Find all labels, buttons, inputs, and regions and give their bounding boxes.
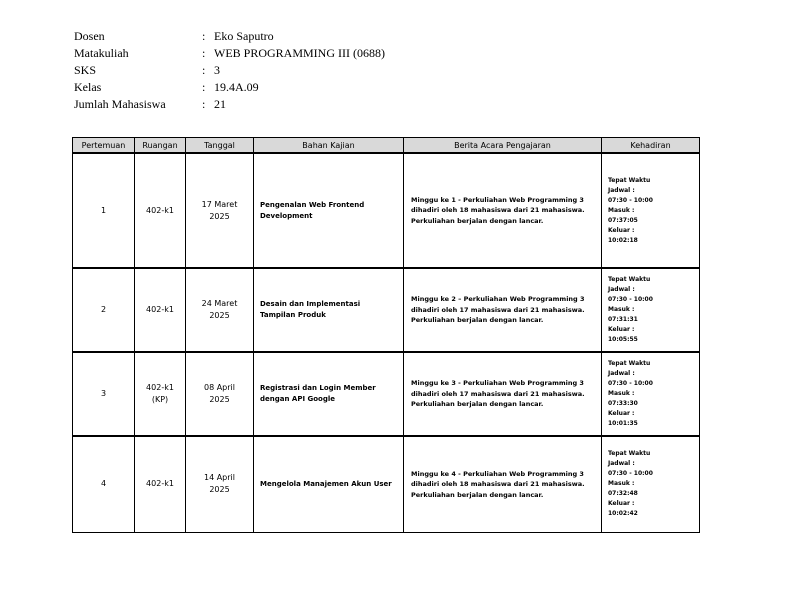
tanggal-year: 2025 <box>209 311 230 320</box>
info-row-matakuliah <box>74 45 385 62</box>
cell-tanggal <box>186 268 254 352</box>
cell-tanggal <box>186 352 254 436</box>
tanggal-date: 08 April <box>203 383 235 392</box>
info-row-jumlah-mahasiswa <box>74 96 385 113</box>
kehadiran-jadwal-label: Jadwal : <box>608 370 635 377</box>
cell-kehadiran <box>602 352 700 436</box>
table-row <box>73 352 700 436</box>
header-bahan-kajian: Bahan Kajian <box>254 138 404 154</box>
cell-bahan-kajian: Mengelola Manajemen Akun User <box>254 436 404 532</box>
cell-berita-acara: Minggu ke 2 – Perkuliahan Web Programming 3 dihadiri oleh 17 mahasiswa dari 21 mahasiswa. Perkuliahan berjalan dengan lancar. <box>404 268 602 352</box>
kehadiran-masuk-label: Masuk : <box>608 480 635 488</box>
kehadiran-keluar-value: 10:01:35 <box>608 420 638 427</box>
cell-ruangan <box>135 268 186 352</box>
cell-bahan-kajian: Registrasi dan Login Member dengan API Google <box>254 352 404 436</box>
cell-bahan-kajian: Desain dan Implementasi Tampilan Produk <box>254 268 404 352</box>
info-label: Kelas <box>74 80 102 94</box>
kehadiran-jadwal-value: 07:30 - 10:00 <box>608 296 653 303</box>
course-info <box>74 28 385 113</box>
kehadiran-jadwal-value: 07:30 - 10:00 <box>608 380 653 387</box>
cell-berita-acara: Minggu ke 3 - Perkuliahan Web Programming 3 dihadiri oleh 17 mahasiswa dari 21 mahasiswa. Perkuliahan berjalan dengan lancar. <box>404 352 602 436</box>
kehadiran-masuk-value: 07:32:48 <box>608 490 638 498</box>
kehadiran-keluar-value: 10:02:18 <box>608 236 638 244</box>
info-value: WEB PROGRAMMING III (0688) <box>214 46 385 60</box>
info-label: Dosen <box>74 29 105 43</box>
cell-kehadiran <box>602 153 700 268</box>
tanggal-date: 14 April <box>203 473 235 483</box>
ruangan-line: 402-k1 <box>146 383 174 392</box>
kehadiran-keluar-label: Keluar : <box>608 500 635 508</box>
cell-ruangan <box>135 153 186 268</box>
tanggal-year: 2025 <box>209 211 230 221</box>
kehadiran-masuk-value: 07:37:05 <box>608 216 638 224</box>
kehadiran-status: Tepat Waktu <box>608 276 651 283</box>
cell-kehadiran <box>602 436 700 532</box>
kehadiran-masuk-label: Masuk : <box>608 206 635 214</box>
kehadiran-masuk-value: 07:33:30 <box>608 400 638 407</box>
kehadiran-jadwal-value: 07:30 - 10:00 <box>608 196 653 204</box>
cell-tanggal <box>186 436 254 532</box>
tanggal-year: 2025 <box>209 395 230 404</box>
ruangan-line: 402-k1 <box>146 305 174 314</box>
info-value: 3 <box>214 63 220 77</box>
cell-bahan-kajian: Pengenalan Web Frontend Development <box>254 153 404 268</box>
ruangan-note: (KP) <box>151 395 169 404</box>
tanggal-year: 2025 <box>209 485 230 495</box>
header-tanggal: Tanggal <box>186 138 254 154</box>
cell-ruangan <box>135 352 186 436</box>
info-colon: : <box>202 80 206 94</box>
info-colon: : <box>202 46 206 60</box>
kehadiran-keluar-label: Keluar : <box>608 326 635 333</box>
kehadiran-masuk-value: 07:31:31 <box>608 316 638 323</box>
kehadiran-jadwal-label: Jadwal : <box>608 286 635 293</box>
cell-pertemuan: 3 <box>73 352 135 436</box>
info-label: Jumlah Mahasiswa <box>74 97 166 111</box>
kehadiran-keluar-value: 10:02:42 <box>608 510 638 518</box>
kehadiran-keluar-label: Keluar : <box>608 226 635 234</box>
cell-pertemuan: 4 <box>73 436 135 532</box>
cell-ruangan <box>135 436 186 532</box>
kehadiran-status: Tepat Waktu <box>608 450 651 458</box>
info-colon: : <box>202 97 206 111</box>
kehadiran-jadwal-label: Jadwal : <box>608 186 635 194</box>
cell-pertemuan: 2 <box>73 268 135 352</box>
kehadiran-status: Tepat Waktu <box>608 176 651 184</box>
info-row-sks <box>74 62 385 79</box>
info-colon: : <box>202 63 206 77</box>
table-row <box>73 268 700 352</box>
kehadiran-keluar-value: 10:05:55 <box>608 336 638 343</box>
header-pertemuan: Pertemuan <box>73 138 135 154</box>
info-row-dosen <box>74 28 385 45</box>
header-berita-acara: Berita Acara Pengajaran <box>404 138 602 154</box>
info-colon: : <box>202 29 206 43</box>
tanggal-date: 24 Maret <box>201 299 238 308</box>
kehadiran-status: Tepat Waktu <box>608 360 651 367</box>
table-header-row <box>73 138 700 154</box>
info-value: 19.4A.09 <box>214 80 259 94</box>
info-value: 21 <box>214 97 226 111</box>
kehadiran-jadwal-value: 07:30 - 10:00 <box>608 470 653 478</box>
cell-tanggal <box>186 153 254 268</box>
kehadiran-masuk-label: Masuk : <box>608 306 635 313</box>
table-row <box>73 436 700 532</box>
header-ruangan: Ruangan <box>135 138 186 154</box>
teaching-record-table <box>72 137 700 533</box>
cell-berita-acara: Minggu ke 1 - Perkuliahan Web Programming 3 dihadiri oleh 18 mahasiswa dari 21 mahasiswa. Perkuliahan berjalan dengan lancar. <box>404 153 602 268</box>
table-row <box>73 153 700 268</box>
kehadiran-keluar-label: Keluar : <box>608 410 635 417</box>
info-value: Eko Saputro <box>214 29 274 43</box>
cell-pertemuan: 1 <box>73 153 135 268</box>
info-label: Matakuliah <box>74 46 129 60</box>
cell-kehadiran <box>602 268 700 352</box>
info-row-kelas <box>74 79 385 96</box>
kehadiran-masuk-label: Masuk : <box>608 390 635 397</box>
info-label: SKS <box>74 63 97 77</box>
cell-berita-acara: Minggu ke 4 - Perkuliahan Web Programming 3 dihadiri oleh 18 mahasiswa dari 21 mahasiswa. Perkuliahan berjalan dengan lancar. <box>404 436 602 532</box>
kehadiran-jadwal-label: Jadwal : <box>608 460 635 468</box>
ruangan-line: 402-k1 <box>146 205 174 215</box>
ruangan-line: 402-k1 <box>146 479 174 489</box>
tanggal-date: 17 Maret <box>201 199 238 209</box>
header-kehadiran: Kehadiran <box>602 138 700 154</box>
